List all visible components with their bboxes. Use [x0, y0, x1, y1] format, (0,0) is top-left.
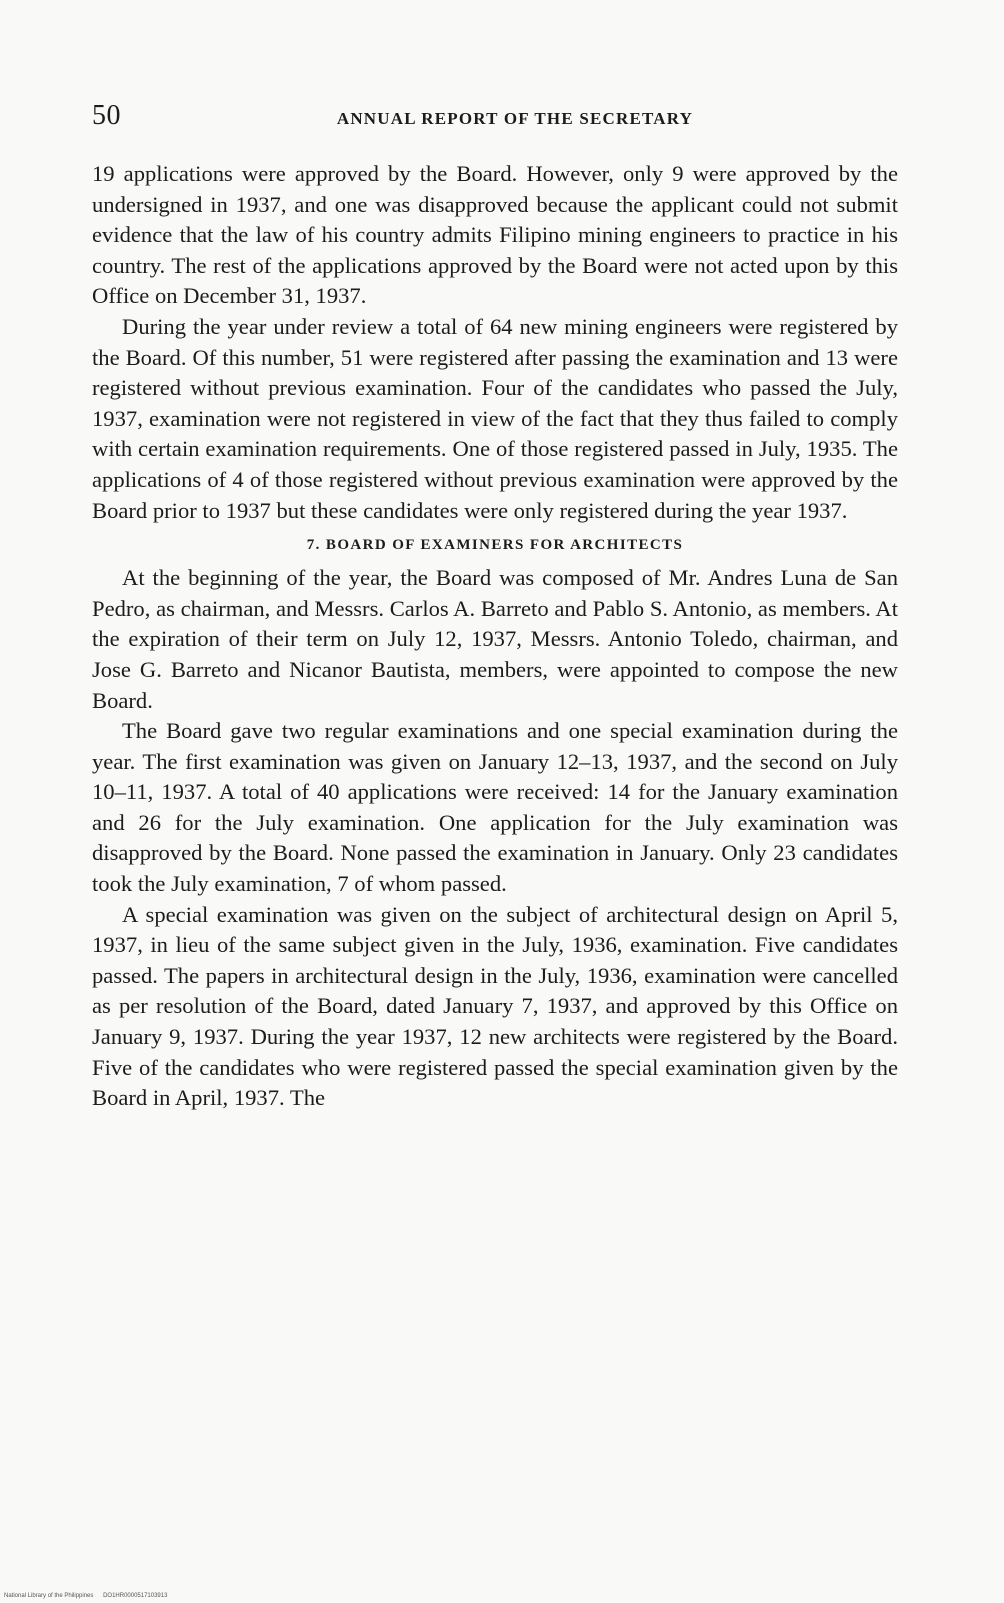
scan-footer — [4, 1593, 167, 1599]
paragraph-continued: 19 applications were approved by the Board. However, only 9 were approved by the undersigned in 1937, and one was disapproved because the applicant could not submit evidence that the law of his country admits Filipino mining engineers to practice in his country. The rest of the applications approved by the Board were not acted upon by this Office on December 31, 1937. — [92, 161, 898, 309]
running-head: ANNUAL REPORT OF THE SECRETARY — [336, 109, 694, 128]
footer-library: National Library of the Philippines — [4, 1593, 94, 1599]
page-number: 50 — [92, 100, 121, 131]
paragraph-board-composition: At the beginning of the year, the Board was composed of Mr. Andres Luna de San Pedro, as chairman, and Messrs. Carlos A. Barreto and Pablo S. Antonio, as members. At the expiration of their term on July 12, 1937, Messrs. Antonio Toledo, chairman, and Jose G. Barreto and Nicanor Bautista, members, were appointed to compose the new Board. — [92, 565, 898, 713]
paragraph-examinations: The Board gave two regular examinations and one special examination during the year. The first examination was given on January 12–13, 1937, and the second on July 10–11, 1937. A total of 40 applications were received: 14 for the January examination and 26 for the July examination. One application for the July examination was disapproved by the Board. None passed the examination in January. Only 23 candidates took the July examination, 7 of whom passed. — [92, 718, 898, 897]
body-text — [92, 159, 898, 1114]
paragraph-special-examination: A special examination was given on the subject of architectural design on April 5, 1937, in lieu of the same subject given in the July, 1936, examination. Five candidates passed. The papers in architectural design in the July, 1936, examination were cancelled as per resolution of the Board, dated January 7, 1937, and approved by this Office on January 9, 1937. During the year 1937, 12 new architects were registered by the Board. Five of the candidates who were registered passed the special examination given by the Board in April, 1937. The — [92, 901, 898, 1111]
section-heading: 7. BOARD OF EXAMINERS FOR ARCHITECTS — [306, 537, 684, 554]
paragraph-mining-engineers-registered: During the year under review a total of 64 new mining engineers were registered by the Board. Of this number, 51 were registered after passing the examination and 13 were registered without previous examination. Four of the candidates who passed the July, 1937, examination were not registered in view of the fact that they thus failed to comply with certain examination requirements. One of those registered passed in July, 1935. The applications of 4 of those registered without previous examination were approved by the Board prior to 1937 but these candidates were only registered during the year 1937. — [92, 313, 898, 523]
footer-identifier: DO1HR0000517103913 — [103, 1593, 168, 1599]
page-header — [92, 100, 898, 140]
